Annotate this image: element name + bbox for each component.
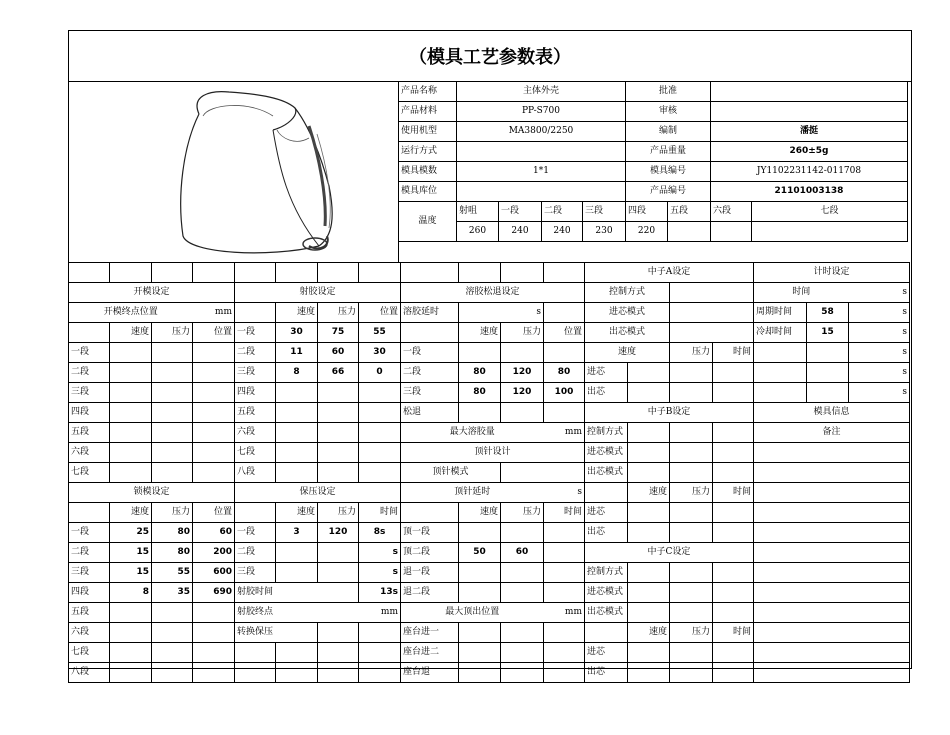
open-seg2-label: 二段	[69, 363, 110, 383]
eject-speed-head: 速度	[459, 503, 501, 523]
open-speed-head: 速度	[110, 323, 152, 343]
row-clamp-header	[69, 483, 910, 503]
clamp-seg4-position: 690	[193, 583, 235, 603]
inject-seg2-position: 30	[359, 343, 401, 363]
temp-value: 260	[457, 222, 499, 242]
info-label: 模具模数	[399, 162, 457, 182]
inject-end-label: 射胶终点	[235, 603, 359, 623]
temp-value	[668, 222, 711, 242]
core-c-out-mode-label: 出芯模式	[585, 603, 628, 623]
unit-s: s	[359, 563, 401, 583]
info-label: 产品重量	[626, 142, 711, 162]
section-mold-info: 模具信息	[754, 403, 910, 423]
temp-value: 220	[626, 222, 668, 242]
temp-head: 二段	[542, 202, 583, 222]
inject-seg1-position: 55	[359, 323, 401, 343]
open-end-label: 开模终点位置	[69, 303, 193, 323]
clamp-seg3-pressure: 55	[152, 563, 193, 583]
core-a-pressure-head: 压力	[670, 343, 713, 363]
core-b-time-head: 时间	[713, 483, 754, 503]
info-label: 产品编号	[626, 182, 711, 202]
inject-seg3-pressure: 66	[318, 363, 359, 383]
kettle-shell-drawing	[169, 86, 349, 258]
switch-hold-label: 转换保压	[235, 623, 318, 643]
melt-seg3-pressure: 120	[501, 383, 544, 403]
clamp-seg2-position: 200	[193, 543, 235, 563]
hold-seg1-label: 一段	[235, 523, 276, 543]
info-value: MA3800/2250	[457, 122, 626, 142]
inject-time-label: 射胶时间	[235, 583, 359, 603]
unit-mm: mm	[544, 603, 585, 623]
process-sheet	[68, 30, 912, 677]
clamp-speed-head: 速度	[110, 503, 152, 523]
eject-fwd2-label: 顶二段	[401, 543, 459, 563]
unit-s: s	[849, 363, 910, 383]
clamp-seg6-label: 六段	[69, 623, 110, 643]
clamp-seg1-pressure: 80	[152, 523, 193, 543]
clamp-seg8-label: 八段	[69, 663, 110, 683]
unit-mm: mm	[544, 423, 585, 443]
inject-seg7-label: 七段	[235, 443, 276, 463]
core-b-speed-head: 速度	[628, 483, 670, 503]
row-seg4	[69, 403, 910, 423]
core-in-mode-label: 进芯模式	[585, 303, 670, 323]
clamp-seg4-label: 四段	[69, 583, 110, 603]
clamp-pressure-head: 压力	[152, 503, 193, 523]
inject-seg3-speed: 8	[276, 363, 318, 383]
info-row	[399, 142, 908, 162]
temp-head: 三段	[583, 202, 626, 222]
core-b-pressure-head: 压力	[670, 483, 713, 503]
info-label: 产品材料	[399, 102, 457, 122]
inject-pressure-head: 压力	[318, 303, 359, 323]
temp-head: 射咀	[457, 202, 499, 222]
info-label: 产品名称	[399, 82, 457, 102]
temp-head: 四段	[626, 202, 668, 222]
cooling-time-value: 15	[807, 323, 849, 343]
unit-s: s	[849, 323, 910, 343]
row-seg5	[69, 423, 910, 443]
clamp-seg2-speed: 15	[110, 543, 152, 563]
temp-head: 五段	[668, 202, 711, 222]
inject-seg6-label: 六段	[235, 423, 276, 443]
eject-time-head: 时间	[544, 503, 585, 523]
info-value: 潘挺	[711, 122, 908, 142]
core-b-out-label: 出芯	[585, 523, 628, 543]
hold-speed-head: 速度	[276, 503, 318, 523]
unit-mm: mm	[359, 603, 401, 623]
row-clamp-heads	[69, 503, 910, 523]
ctrl-mode-label: 控制方式	[585, 283, 670, 303]
info-row	[399, 122, 908, 142]
remark-label: 备注	[754, 423, 910, 443]
hold-seg2-label: 二段	[235, 543, 276, 563]
row-seg3	[69, 383, 910, 403]
temp-head-row	[399, 202, 908, 222]
core-b-in-label: 进芯	[585, 503, 628, 523]
temp-value-row	[399, 222, 908, 242]
info-row	[399, 162, 908, 182]
info-value: 21101003138	[711, 182, 908, 202]
info-label: 模具库位	[399, 182, 457, 202]
row-clamp-seg3	[69, 563, 910, 583]
row-clamp-seg8	[69, 663, 910, 683]
melt-seg3-position: 100	[544, 383, 585, 403]
temp-head: 七段	[752, 202, 908, 222]
hold-seg3-label: 三段	[235, 563, 276, 583]
row-open-end	[69, 303, 910, 323]
open-seg4-label: 四段	[69, 403, 110, 423]
hold-seg1-pressure: 120	[318, 523, 359, 543]
melt-seg1-label: 一段	[401, 343, 459, 363]
clamp-seg2-pressure: 80	[152, 543, 193, 563]
section-core-b: 中子B设定	[585, 403, 754, 423]
clamp-seg1-position: 60	[193, 523, 235, 543]
melt-seg3-speed: 80	[459, 383, 501, 403]
hold-seg1-speed: 3	[276, 523, 318, 543]
info-value	[457, 142, 626, 162]
process-settings-table	[68, 262, 910, 683]
clamp-seg2-label: 二段	[69, 543, 110, 563]
info-label: 批准	[626, 82, 711, 102]
inject-seg1-label: 一段	[235, 323, 276, 343]
row-clamp-seg5	[69, 603, 910, 623]
melt-pressure-head: 压力	[501, 323, 544, 343]
melt-speed-head: 速度	[459, 323, 501, 343]
row-clamp-seg1	[69, 523, 910, 543]
hold-seg1-time: 8s	[359, 523, 401, 543]
row-section-headers	[69, 283, 910, 303]
melt-seg2-position: 80	[544, 363, 585, 383]
info-value: PP-S700	[457, 102, 626, 122]
open-position-head: 位置	[193, 323, 235, 343]
unit-s: s	[359, 543, 401, 563]
melt-seg2-pressure: 120	[501, 363, 544, 383]
product-info-table	[398, 81, 908, 242]
inject-time-value: 13s	[359, 583, 401, 603]
core-b-in-mode-label: 进芯模式	[585, 443, 628, 463]
unit-s: s	[849, 343, 910, 363]
info-row	[399, 82, 908, 102]
clamp-seg5-label: 五段	[69, 603, 110, 623]
seat-fwd2-label: 座台进二	[401, 643, 459, 663]
melt-delay-label: 溶胶延时	[401, 303, 459, 323]
core-c-out-label: 出芯	[585, 663, 628, 683]
max-eject-label: 最大顶出位置	[401, 603, 544, 623]
row-seg1	[69, 343, 910, 363]
cycle-time-label: 周期时间	[754, 303, 807, 323]
inject-seg2-label: 二段	[235, 343, 276, 363]
unit-s: s	[849, 383, 910, 403]
info-label: 运行方式	[399, 142, 457, 162]
unit-mm: mm	[193, 303, 235, 323]
seat-fwd1-label: 座台进一	[401, 623, 459, 643]
section-melt: 溶胶松退设定	[401, 283, 585, 303]
eject-back2-label: 退二段	[401, 583, 459, 603]
open-pressure-head: 压力	[152, 323, 193, 343]
info-label: 审核	[626, 102, 711, 122]
section-timer: 计时设定	[754, 263, 910, 283]
info-value	[711, 82, 908, 102]
ejector-delay-label: 顶针延时	[401, 483, 544, 503]
open-seg1-label: 一段	[69, 343, 110, 363]
row-seg7	[69, 463, 910, 483]
melt-position-head: 位置	[544, 323, 585, 343]
core-b-out-mode-label: 出芯模式	[585, 463, 628, 483]
release-label: 松退	[401, 403, 459, 423]
temp-value	[711, 222, 752, 242]
hold-time-head: 时间	[359, 503, 401, 523]
ejector-design-label: 顶针设计	[401, 443, 585, 463]
clamp-seg4-speed: 8	[110, 583, 152, 603]
inject-seg8-label: 八段	[235, 463, 276, 483]
unit-s: s	[849, 283, 910, 303]
section-core-c: 中子C设定	[585, 543, 754, 563]
section-inject: 射胶设定	[235, 283, 401, 303]
melt-seg2-speed: 80	[459, 363, 501, 383]
inject-seg2-pressure: 60	[318, 343, 359, 363]
info-row	[399, 102, 908, 122]
info-value	[457, 182, 626, 202]
core-c-speed-head: 速度	[628, 623, 670, 643]
inject-seg3-label: 三段	[235, 363, 276, 383]
row-clamp-seg2	[69, 543, 910, 563]
core-out-mode-label: 出芯模式	[585, 323, 670, 343]
row-clamp-seg7	[69, 643, 910, 663]
temp-value	[752, 222, 908, 242]
temp-label: 温度	[399, 202, 457, 242]
max-melt-label: 最大溶胶量	[401, 423, 544, 443]
row-speed-heads	[69, 323, 910, 343]
cooling-time-label: 冷却时间	[754, 323, 807, 343]
unit-s: s	[459, 303, 544, 323]
eject-fwd2-pressure: 60	[501, 543, 544, 563]
clamp-seg4-pressure: 35	[152, 583, 193, 603]
info-value: 260±5g	[711, 142, 908, 162]
inject-seg3-position: 0	[359, 363, 401, 383]
unit-s: s	[544, 483, 585, 503]
clamp-seg3-speed: 15	[110, 563, 152, 583]
clamp-seg3-label: 三段	[69, 563, 110, 583]
section-open: 开模设定	[69, 283, 235, 303]
temp-head: 六段	[711, 202, 752, 222]
core-a-time-head: 时间	[713, 343, 754, 363]
core-a-out-label: 出芯	[585, 383, 628, 403]
info-label: 使用机型	[399, 122, 457, 142]
core-c-in-mode-label: 进芯模式	[585, 583, 628, 603]
info-label: 模具编号	[626, 162, 711, 182]
info-value: 1*1	[457, 162, 626, 182]
hold-pressure-head: 压力	[318, 503, 359, 523]
unit-s: s	[849, 303, 910, 323]
info-row	[399, 182, 908, 202]
core-c-pressure-head: 压力	[670, 623, 713, 643]
eject-fwd2-speed: 50	[459, 543, 501, 563]
inject-seg1-pressure: 75	[318, 323, 359, 343]
inject-seg1-speed: 30	[276, 323, 318, 343]
row-seg2	[69, 363, 910, 383]
clamp-seg7-label: 七段	[69, 643, 110, 663]
info-value	[711, 102, 908, 122]
page-title: （模具工艺参数表）	[69, 31, 911, 82]
eject-fwd1-label: 顶一段	[401, 523, 459, 543]
core-a-in-label: 进芯	[585, 363, 628, 383]
clamp-seg1-speed: 25	[110, 523, 152, 543]
temp-head: 一段	[499, 202, 542, 222]
product-image	[69, 82, 399, 262]
core-c-ctrl-label: 控制方式	[585, 563, 628, 583]
temp-value: 240	[542, 222, 583, 242]
clamp-position-head: 位置	[193, 503, 235, 523]
eject-pressure-head: 压力	[501, 503, 544, 523]
cycle-time-value: 58	[807, 303, 849, 323]
temp-value: 230	[583, 222, 626, 242]
core-c-in-label: 进芯	[585, 643, 628, 663]
timer-time-label: 时间	[754, 283, 849, 303]
info-value: JY1102231142-011708	[711, 162, 908, 182]
open-seg7-label: 七段	[69, 463, 110, 483]
seat-back-label: 座台退	[401, 663, 459, 683]
inject-speed-head: 速度	[276, 303, 318, 323]
inject-seg4-label: 四段	[235, 383, 276, 403]
inject-seg5-label: 五段	[235, 403, 276, 423]
core-b-ctrl-label: 控制方式	[585, 423, 628, 443]
row-clamp-seg6	[69, 623, 910, 643]
open-seg5-label: 五段	[69, 423, 110, 443]
clamp-seg3-position: 600	[193, 563, 235, 583]
melt-seg2-label: 二段	[401, 363, 459, 383]
row-core-a	[69, 263, 910, 283]
inject-position-head: 位置	[359, 303, 401, 323]
section-core-a: 中子A设定	[585, 263, 754, 283]
info-label: 编制	[626, 122, 711, 142]
melt-seg3-label: 三段	[401, 383, 459, 403]
info-value: 主体外壳	[457, 82, 626, 102]
ejector-mode-label: 顶针模式	[401, 463, 501, 483]
inject-seg2-speed: 11	[276, 343, 318, 363]
temp-value: 240	[499, 222, 542, 242]
eject-back1-label: 退一段	[401, 563, 459, 583]
section-clamp: 锁模设定	[69, 483, 235, 503]
open-seg6-label: 六段	[69, 443, 110, 463]
section-hold: 保压设定	[235, 483, 401, 503]
clamp-seg1-label: 一段	[69, 523, 110, 543]
open-seg3-label: 三段	[69, 383, 110, 403]
row-seg6	[69, 443, 910, 463]
core-c-time-head: 时间	[713, 623, 754, 643]
row-clamp-seg4	[69, 583, 910, 603]
core-a-speed-head: 速度	[585, 343, 670, 363]
